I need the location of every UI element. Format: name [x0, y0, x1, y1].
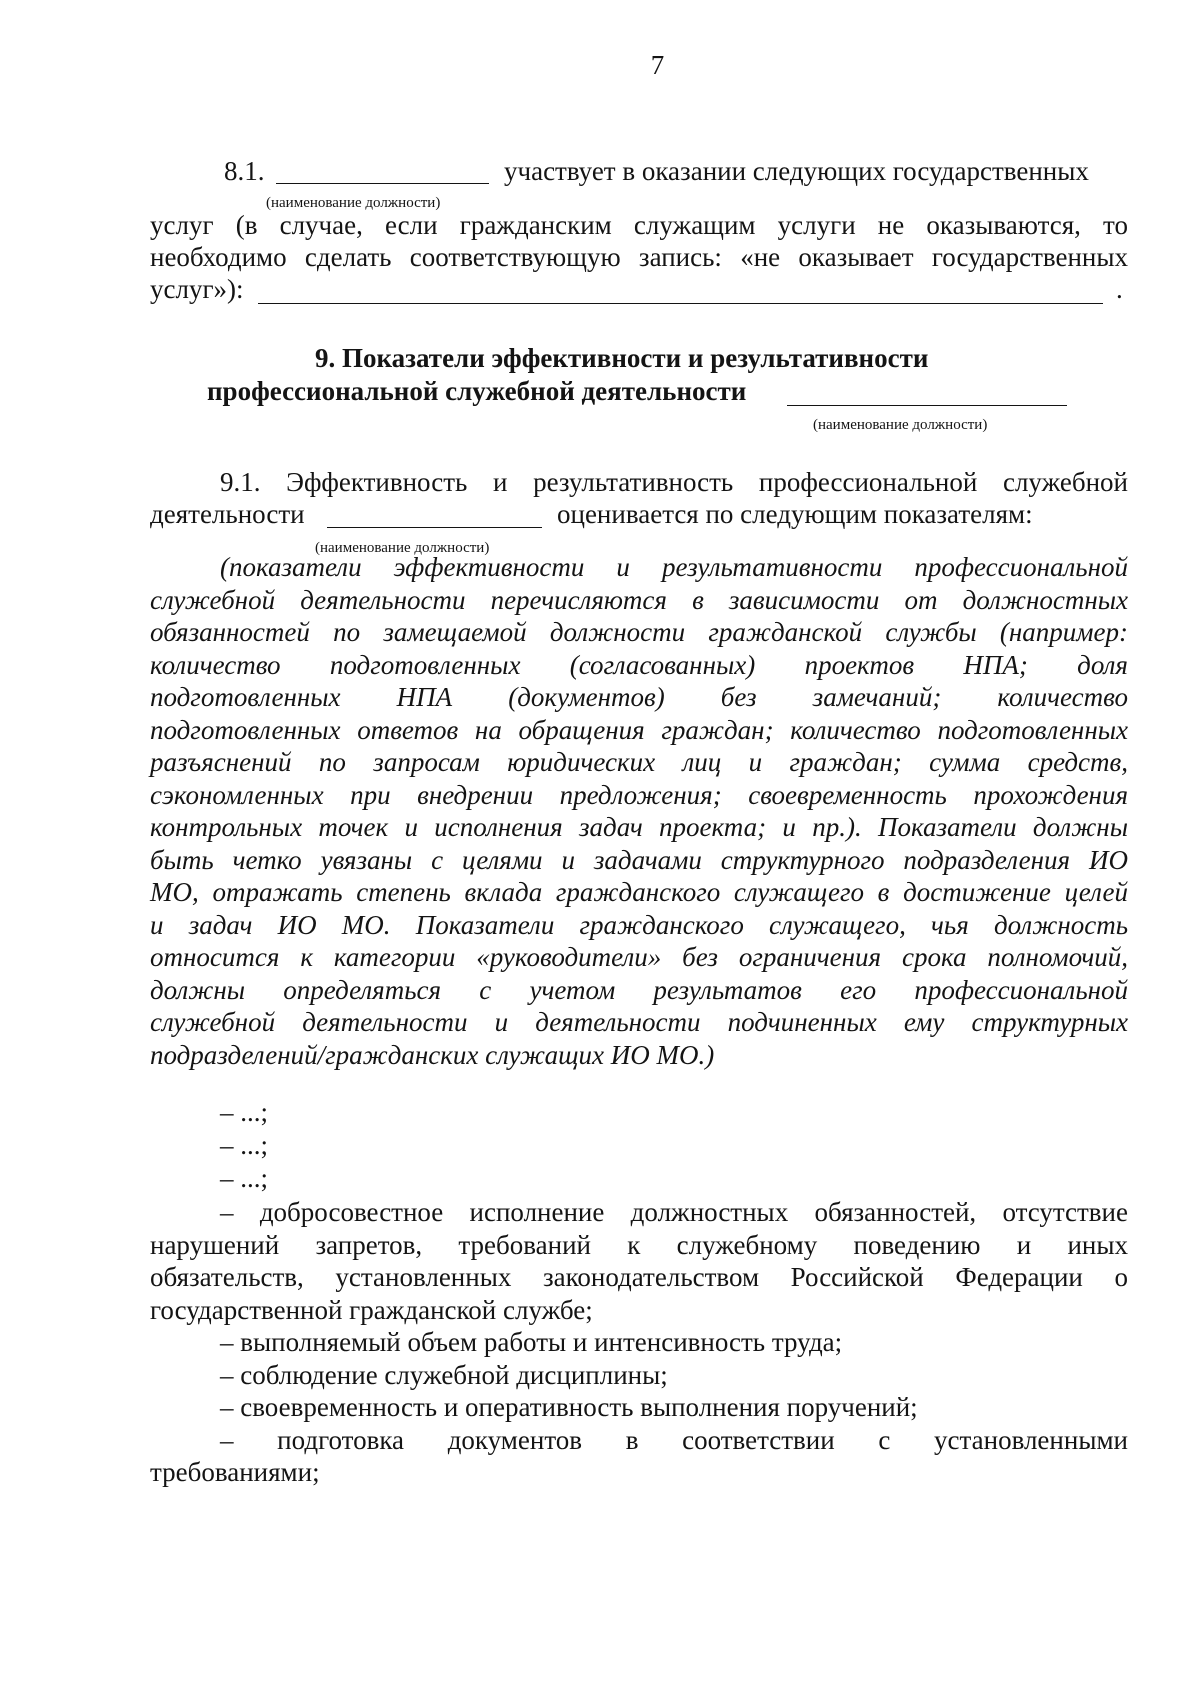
placeholder-item: – ...; [220, 1163, 269, 1193]
note-line: МО, отражать степень вклада гражданского служащего в достижение целей [150, 877, 1128, 907]
paragraph-line: услуг (в случае, если гражданским служащим услуги не оказываются, то [150, 210, 1128, 240]
note-line: разъяснений по запросам юридических лиц и граждан; сумма средств, [150, 747, 1128, 777]
note-line: сэкономленных при внедрении предложения; своевременность прохождения [150, 779, 1128, 810]
list-item-line: требованиями; [150, 1457, 320, 1487]
placeholder-item: – ...; [220, 1130, 269, 1160]
note-line: подразделений/гражданских служащих ИО МО.) [150, 1039, 715, 1070]
fill-in-blank [327, 527, 542, 528]
note-line: количество подготовленных (согласованных) проектов НПА; доля [150, 649, 1128, 680]
list-item-line: – подготовка документов в соответствии с установленными [220, 1424, 1128, 1455]
paragraph-text: . [1116, 274, 1123, 304]
blank-caption: (наименование должности) [813, 417, 988, 433]
paragraph-text: оценивается по следующим показателям: [557, 499, 1033, 529]
section-8-1 [150, 155, 1128, 305]
blank-caption: (наименование должности) [266, 195, 441, 211]
paragraph-text: деятельности [150, 499, 305, 529]
list-item-line: государственной гражданской службе; [150, 1294, 593, 1325]
heading-line: 9. Показатели эффективности и результативности [315, 343, 929, 373]
note-line: относится к категории «руководители» без ограничения срока полномочий, [150, 942, 1128, 972]
note-line: подготовленных НПА (документов) без замечаний; количество [150, 682, 1128, 712]
section-number: 8.1. [224, 156, 265, 186]
heading-line: профессиональной служебной деятельности [207, 376, 747, 406]
note-line: служебной деятельности перечисляются в зависимости от должностных [150, 584, 1128, 615]
list-item: – соблюдение служебной дисциплины; [220, 1359, 668, 1390]
italic-note [150, 551, 1128, 1071]
note-line: обязанностей по замещаемой должности гражданской службы (например: [150, 617, 1128, 647]
paragraph-text: участвует в оказании следующих государственных [504, 156, 1089, 186]
blank-caption: (наименование должности) [315, 540, 490, 556]
page-number: 7 [650, 50, 665, 80]
list-item-line: обязательств, установленных законодательством Российской Федерации о [150, 1262, 1128, 1292]
note-line: (показатели эффективности и результативности профессиональной [220, 552, 1128, 582]
paragraph-line: 9.1. Эффективность и результативность профессиональной служебной [220, 467, 1128, 497]
note-line: служебной деятельности и деятельности подчиненных ему структурных [150, 1007, 1128, 1037]
fill-in-blank [258, 303, 1103, 304]
fill-in-blank [276, 183, 489, 184]
note-line: и задач ИО МО. Показатели гражданского служащего, чья должность [150, 909, 1128, 940]
note-line: контрольных точек и исполнения задач проекта; и пр.). Показатели должны [150, 812, 1128, 842]
list-item-line: нарушений запретов, требований к служебному поведению и иных [150, 1229, 1128, 1260]
paragraph-line: необходимо сделать соответствующую запись: «не оказывает государственных [150, 242, 1128, 272]
note-line: должны определяться с учетом результатов его профессиональной [150, 974, 1128, 1005]
paragraph-text: услуг»): [150, 274, 244, 304]
section-9-1 [150, 466, 1128, 556]
fill-in-blank [787, 405, 1067, 406]
list-item: – своевременность и оперативность выполнения поручений; [220, 1392, 918, 1422]
note-line: подготовленных ответов на обращения граждан; количество подготовленных [150, 714, 1128, 745]
indicator-list [150, 1196, 1128, 1489]
note-line: быть четко увязаны с целями и задачами структурного подразделения ИО [150, 844, 1128, 875]
list-item-line: – добросовестное исполнение должностных обязанностей, отсутствие [220, 1197, 1128, 1227]
placeholder-item: – ...; [220, 1097, 269, 1127]
placeholder-list [150, 1096, 1128, 1195]
list-item: – выполняемый объем работы и интенсивность труда; [220, 1327, 843, 1357]
